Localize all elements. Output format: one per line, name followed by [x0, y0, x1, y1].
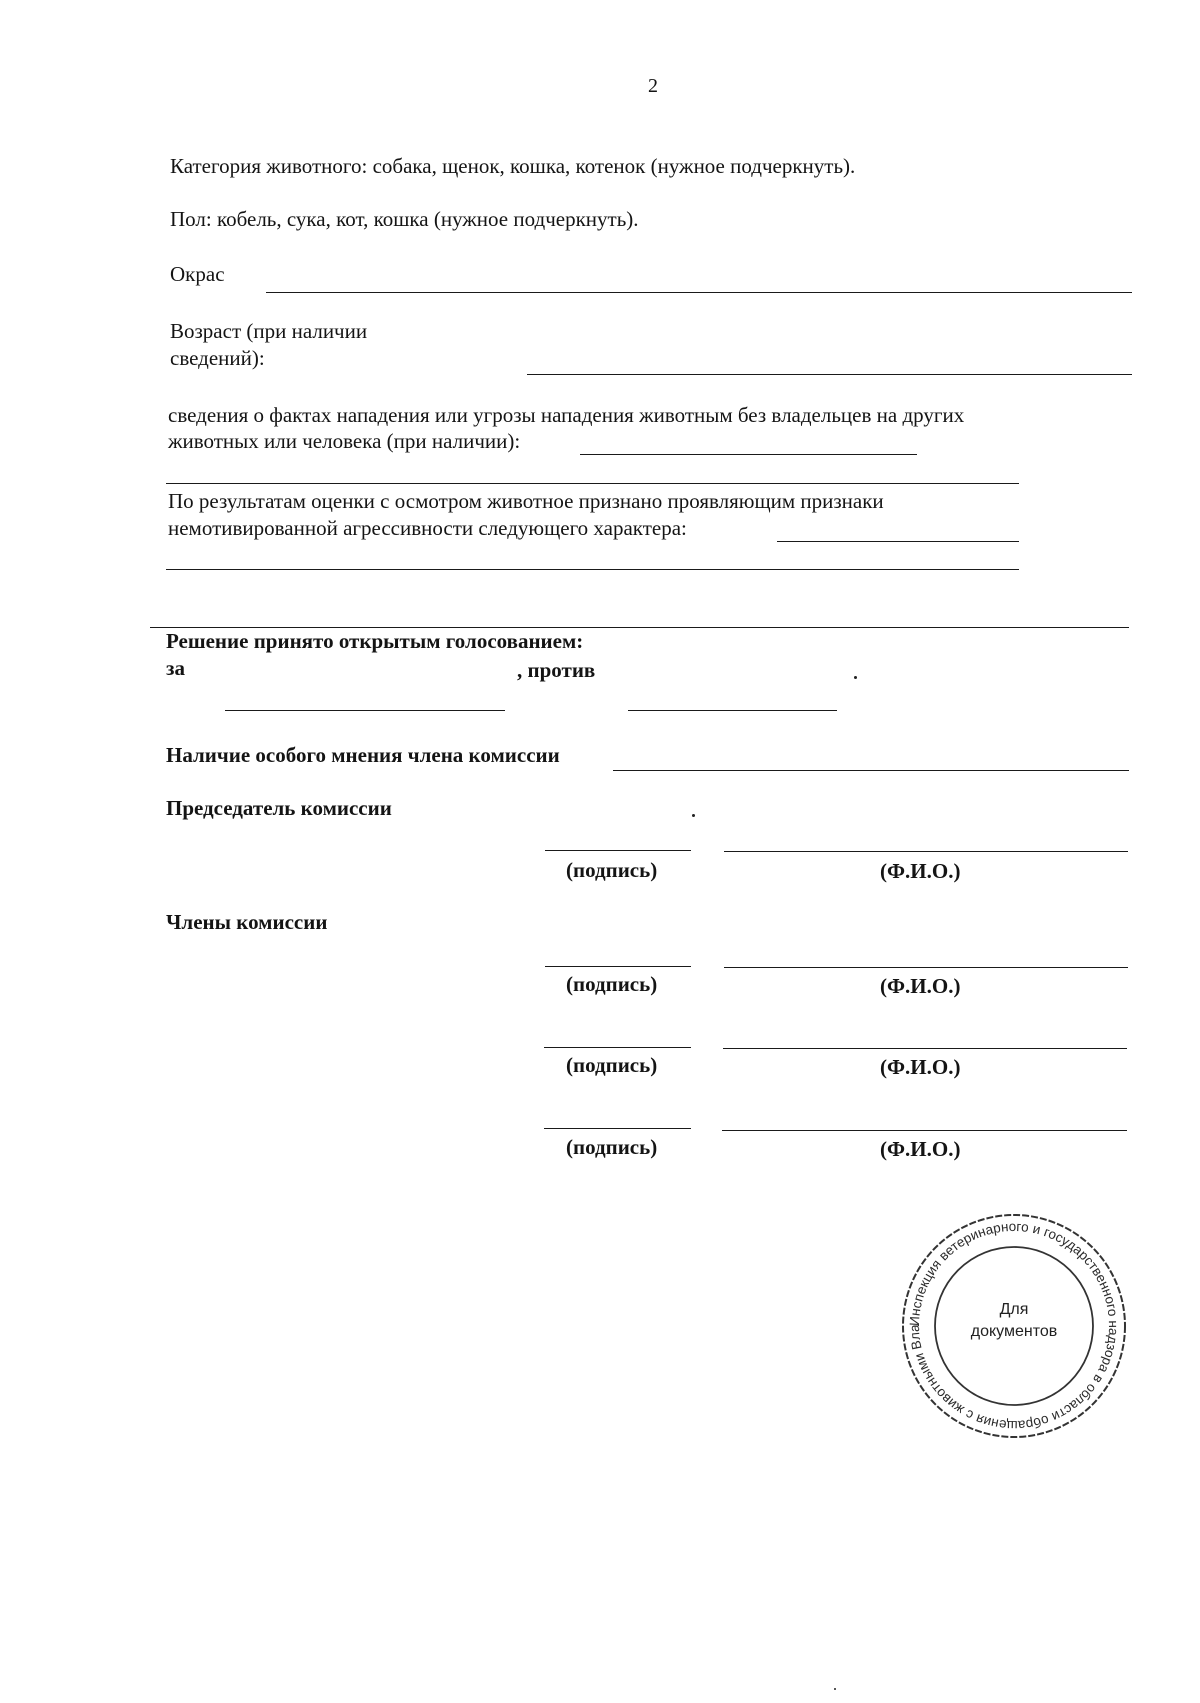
- animal-age-label-line-2: сведений):: [170, 346, 265, 370]
- assessment-line-1: По результатам оценки с осмотром животное признано проявляющим признаки: [168, 489, 884, 513]
- page-number: 2: [648, 75, 658, 97]
- decision-for-field[interactable]: [225, 710, 505, 711]
- member-3-name-field[interactable]: [722, 1130, 1127, 1131]
- member-2-name-field[interactable]: [723, 1048, 1127, 1049]
- members-label: Члены комиссии: [166, 910, 328, 934]
- assessment-line-2: немотивированной агрессивности следующего характера:: [168, 516, 687, 540]
- animal-age-field[interactable]: [527, 374, 1132, 375]
- member-2-name-label: (Ф.И.О.): [880, 1055, 961, 1079]
- member-2-signature-label: (подпись): [566, 1053, 658, 1077]
- member-1-signature-label: (подпись): [566, 972, 658, 996]
- animal-color-field[interactable]: [266, 292, 1132, 293]
- member-1-name-label: (Ф.И.О.): [880, 974, 961, 998]
- decision-title: Решение принято открытым голосованием:: [166, 629, 584, 653]
- animal-sex-line: Пол: кобель, сука, кот, кошка (нужное подчеркнуть).: [170, 207, 639, 231]
- decision-against-label: , против: [517, 658, 596, 682]
- decision-for-label: за: [166, 656, 185, 680]
- official-stamp: [898, 1210, 1130, 1442]
- attack-info-line-1: сведения о фактах нападения или угрозы нападения животным без владельцев на других: [168, 403, 965, 427]
- special-opinion-field[interactable]: [613, 770, 1129, 771]
- chair-signature-label: (подпись): [566, 858, 658, 882]
- chair-dot: [692, 814, 695, 817]
- animal-color-label: Окрас: [170, 262, 225, 286]
- decision-period: [854, 676, 857, 679]
- stamp-center-line-1: Для: [999, 1301, 1029, 1318]
- attack-info-line-2: животных или человека (при наличии):: [168, 429, 521, 453]
- member-3-signature-field[interactable]: [544, 1128, 691, 1129]
- special-opinion-label: Наличие особого мнения члена комиссии: [166, 743, 560, 767]
- member-3-name-label: (Ф.И.О.): [880, 1137, 961, 1161]
- stamp-center-line-2: документов: [970, 1323, 1058, 1340]
- attack-info-field[interactable]: [580, 454, 917, 455]
- animal-category-line: Категория животного: собака, щенок, кошка, котенок (нужное подчеркнуть).: [170, 154, 856, 178]
- member-1-name-field[interactable]: [724, 967, 1128, 968]
- member-2-signature-field[interactable]: [544, 1047, 691, 1048]
- animal-age-label-line-1: Возраст (при наличии: [170, 319, 368, 343]
- chair-name-label: (Ф.И.О.): [880, 859, 961, 883]
- stamp-ring-text: Инспекция ветеринарного и государственного надзора в области обращения с животными Вла: [906, 1218, 1122, 1434]
- assessment-field[interactable]: [777, 541, 1019, 542]
- member-3-signature-label: (подпись): [566, 1135, 658, 1159]
- member-1-signature-field[interactable]: [545, 966, 691, 967]
- chair-name-field[interactable]: [724, 851, 1128, 852]
- stamp-graphic: [898, 1210, 1130, 1442]
- chair-signature-field[interactable]: [545, 850, 691, 851]
- scan-speck: [834, 1688, 836, 1690]
- chair-label: Председатель комиссии: [166, 796, 392, 820]
- assessment-field-continuation[interactable]: [166, 569, 1019, 570]
- attack-info-field-continuation[interactable]: [166, 483, 1019, 484]
- decision-against-field[interactable]: [628, 710, 837, 711]
